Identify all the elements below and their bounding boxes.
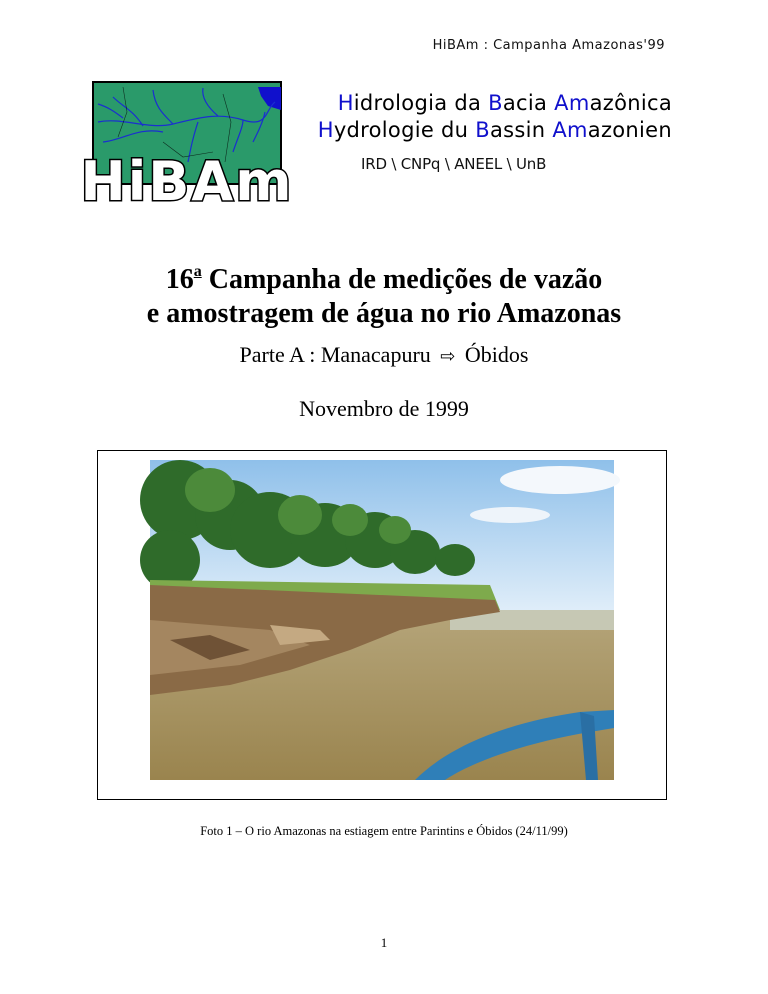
document-date: Novembro de 1999 <box>299 396 469 421</box>
org-pt-initial-h: H <box>337 91 354 115</box>
river-photo-icon <box>150 460 614 780</box>
org-pt-initial-am: Am <box>554 91 590 115</box>
title-ordinal: a <box>193 263 202 280</box>
org-pt-text-3: azônica <box>589 91 672 115</box>
org-pt-text-2: acia <box>502 91 555 115</box>
hibam-logo-icon <box>80 82 294 213</box>
title-line-1-text: Campanha de medições de vazão <box>201 264 603 295</box>
org-fr-text-1: ydrologie du <box>333 118 476 142</box>
org-name-portuguese <box>297 90 672 117</box>
org-pt-initial-b: B <box>488 91 503 115</box>
right-arrow-icon: ⇨ <box>440 346 456 366</box>
subtitle-part: Parte A : Manacapuru <box>239 342 431 367</box>
page-number: 1 <box>380 935 388 950</box>
organization-block <box>297 90 672 144</box>
org-name-french <box>297 117 672 144</box>
hibam-wordmark <box>81 150 294 213</box>
org-fr-initial-b: B <box>475 118 490 142</box>
running-header: HiBAm : Campanha Amazonas'99 <box>432 38 665 53</box>
org-fr-text-2: assin <box>489 118 553 142</box>
document-title <box>0 255 768 331</box>
org-fr-initial-h: H <box>317 118 334 142</box>
org-pt-text-1: idrologia da <box>353 91 489 115</box>
title-number: 16 <box>165 264 194 295</box>
title-line-2: e amostragem de água no rio Amazonas <box>146 298 622 329</box>
document-subtitle <box>0 342 768 368</box>
photo-caption: Foto 1 – O rio Amazonas na estiagem entre Parintins e Óbidos (24/11/99) <box>200 824 568 838</box>
org-fr-initial-am: Am <box>552 118 588 142</box>
org-fr-text-3: azonien <box>587 118 672 142</box>
subtitle-destination: Óbidos <box>464 342 529 367</box>
photo-frame <box>97 450 667 800</box>
svg-text:HiBAm: HiBAm <box>80 150 294 213</box>
title-line-1 <box>0 255 768 297</box>
institutions-line: IRD \ CNPq \ ANEEL \ UnB <box>361 155 547 173</box>
